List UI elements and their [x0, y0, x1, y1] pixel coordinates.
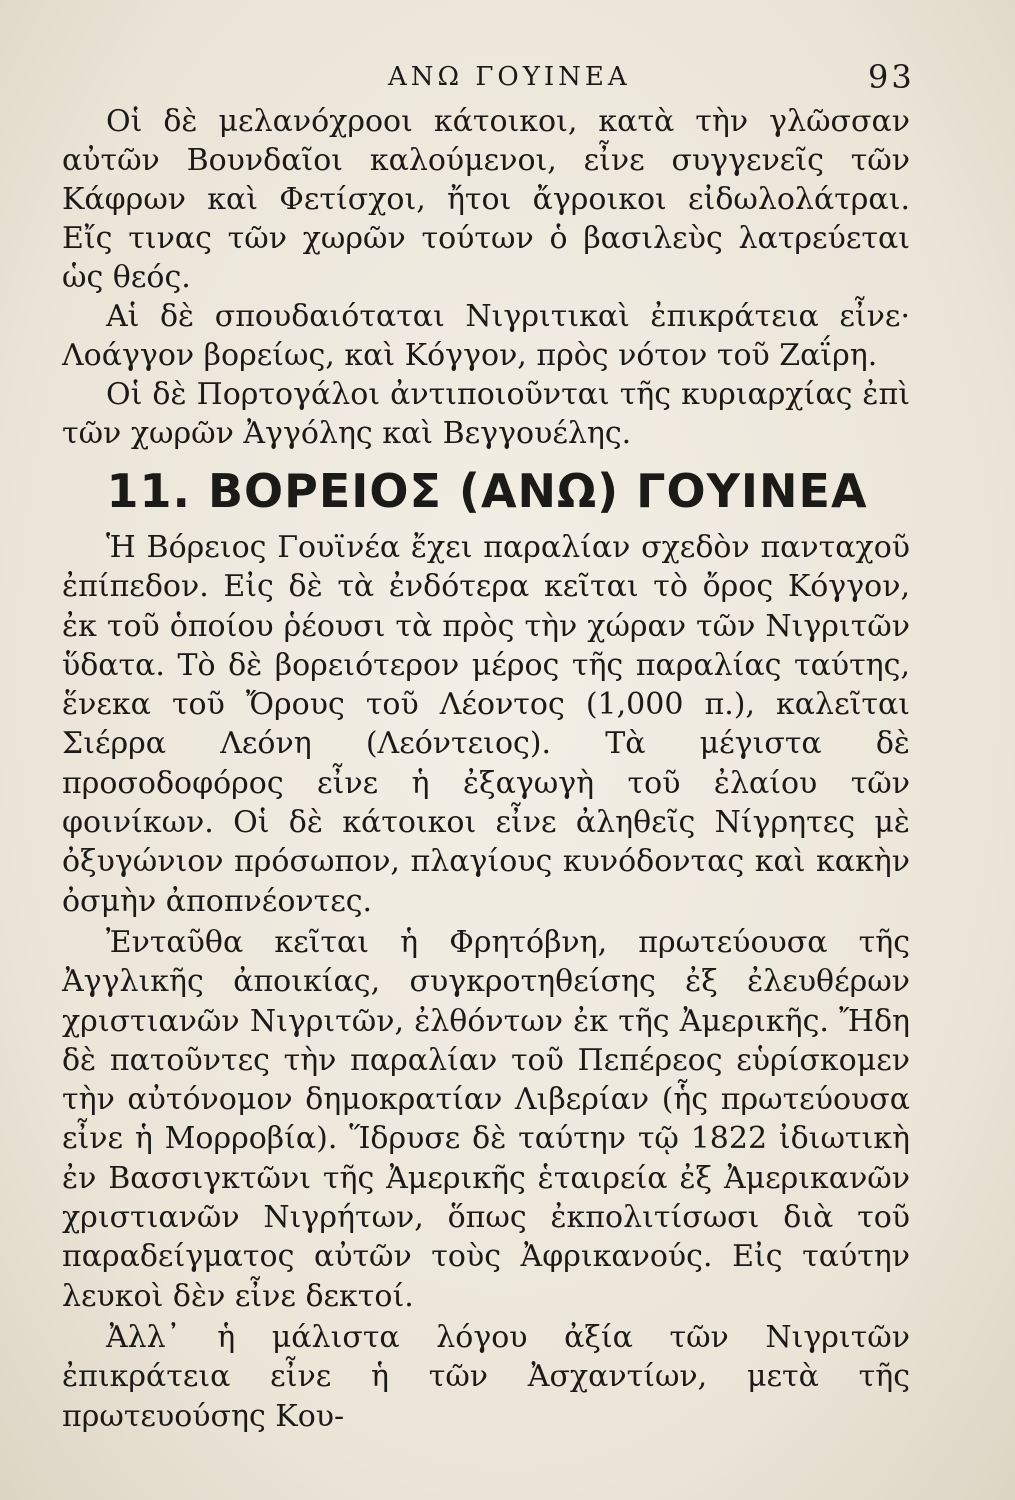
running-head: [0, 58, 1015, 102]
paragraph: Ἐνταῦθα κεῖται ἡ Φρητόβνη, πρωτεύουσα τῆς Ἀγγλικῆς ἀποικίας, συγκροτηθείσης ἐξ ἐλευθέρων χριστιανῶν Νιγριτῶν, ἐλθόντων ἐκ τῆς Ἀμερικῆς. Ἤδη δὲ πατοῦντες τὴν παραλίαν τοῦ Πεπέρεος εὑρίσκομεν τὴν αὐτόνομον δημοκρατίαν Λιβερίαν (ἧς πρωτεύουσα εἶνε ἡ Μορροβία). Ἵδρυσε δὲ ταύτην τῷ 1822 ἰδιωτικὴ ἐν Βασσιγκτῶνι τῆς Ἀμερικῆς ἑταιρεία ἐξ Ἀμερικανῶν χριστιανῶν Νιγρήτων, ὅπως ἐκπολιτίσωσι διὰ τοῦ παραδείγματος αὐτῶν τοὺς Ἀφρικανούς. Εἰς ταύτην λευκοὶ δὲν εἶνε δεκτοί.: [62, 924, 910, 1314]
page-number: 93: [868, 58, 915, 96]
section-heading: 11. ΒΟΡΕΙΟΣ (ΑΝΩ) ΓΟΥΙΝΕΑ: [106, 464, 868, 518]
paragraph: Ἡ Βόρειος Γουϊνέα ἔχει παραλίαν σχεδὸν πανταχοῦ ἐπίπεδον. Εἰς δὲ τὰ ἐνδότερα κεῖται τὸ ὄρος Κόγγον, ἐκ τοῦ ὁποίου ῥέουσι τὰ πρὸς τὴν χώραν τῶν Νιγριτῶν ὕδατα. Τὸ δὲ βορειότερον μέρος τῆς παραλίας ταύτης, ἕνεκα τοῦ Ὄρους τοῦ Λέοντος (1,000 π.), καλεῖται Σιέρρα Λεόνη (Λεόντειος). Τὰ μέγιστα δὲ προσοδοφόρος εἶνε ἡ ἐξαγωγὴ τοῦ ἐλαίου τῶν φοινίκων. Οἱ δὲ κάτοικοι εἶνε ἀληθεῖς Νίγρητες μὲ ὀξυγώνιον πρόσωπον, πλαγίους κυνόδοντας καὶ κακὴν ὀσμὴν ἀποπνέοντες.: [62, 530, 910, 919]
paragraph: Οἱ δὲ μελανόχροοι κάτοικοι, κατὰ τὴν γλῶσσαν αὐτῶν Βουνδαῖοι καλούμενοι, εἶνε συγγενεῖς τῶν Κάφρων καὶ Φετίσχοι, ἤτοι ἄγροικοι εἰδωλολάτραι. Εἴς τινας τῶν χωρῶν τούτων ὁ βασιλεὺς λατρεύεται ὡς θεός.: [62, 104, 910, 295]
section-body: [62, 528, 910, 1436]
running-title: ΑΝΩ ΓΟΥΙΝΕΑ: [388, 62, 631, 92]
paragraph: Οἱ δὲ Πορτογάλοι ἀντιποιοῦνται τῆς κυριαρχίας ἐπὶ τῶν χωρῶν Ἀγγόλης καὶ Βεγγουέλης.: [62, 377, 910, 451]
paragraph: Ἀλλ᾽ ἡ μάλιστα λόγου ἀξία τῶν Νιγριτῶν ἐπικράτεια εἶνε ἡ τῶν Ἀσχαντίων, μετὰ τῆς πρωτευούσης Κου-: [62, 1319, 910, 1434]
paragraph: Αἱ δὲ σπουδαιόταται Νιγριτικαὶ ἐπικράτεια εἶνε· Λοάγγον βορείως, καὶ Κόγγον, πρὸς νότον τοῦ Ζαΐρη.: [62, 299, 910, 373]
previous-section-text: [62, 102, 910, 453]
